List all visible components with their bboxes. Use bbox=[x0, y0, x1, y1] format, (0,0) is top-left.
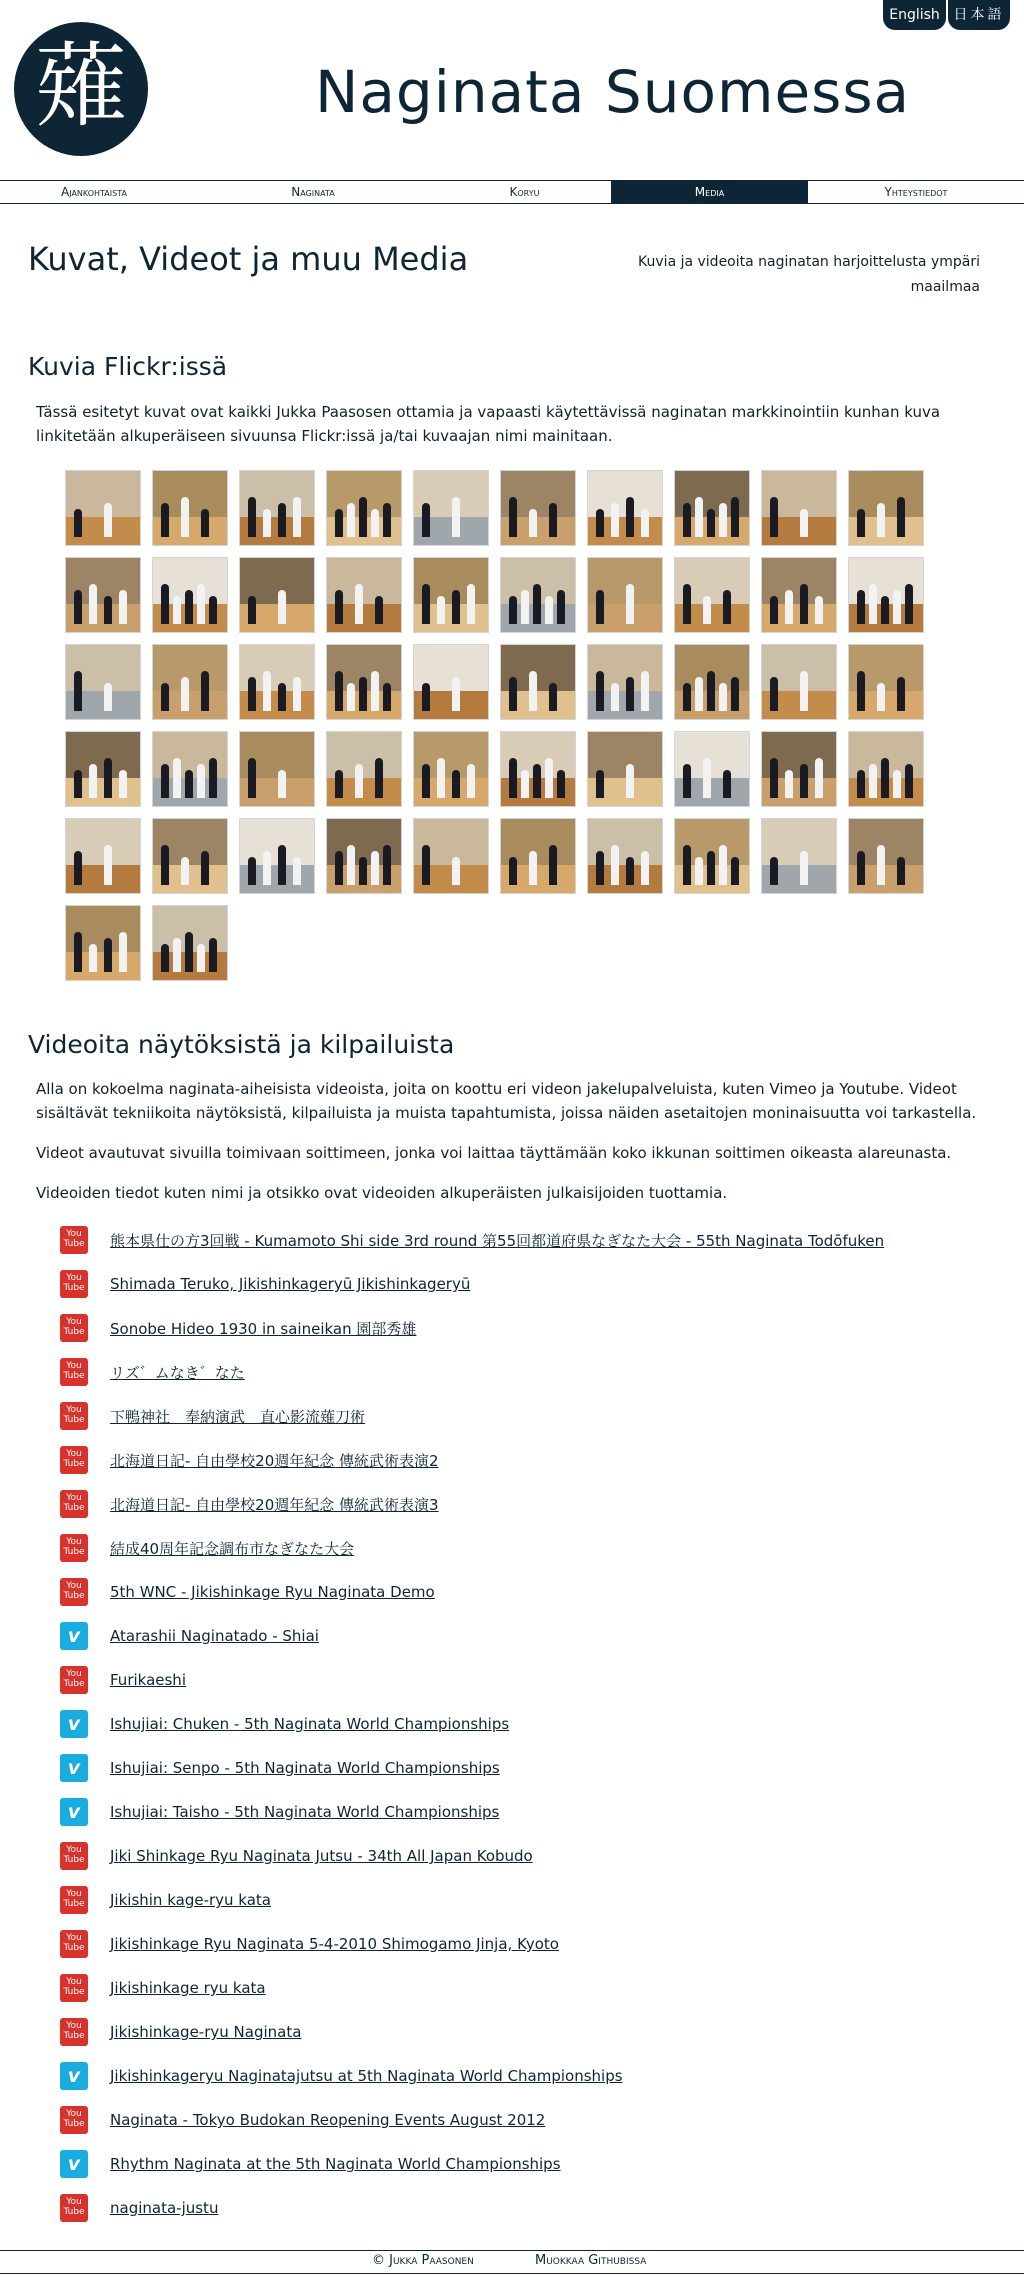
video-link[interactable]: 下鴨神社 奉納演武 直心影流薙刀術 bbox=[110, 1407, 366, 1426]
video-link[interactable]: Jikishinkage-ryu Naginata bbox=[110, 2023, 302, 2041]
video-source-glyph: You Tube bbox=[63, 1845, 85, 1865]
flickr-photo-thumb[interactable] bbox=[848, 470, 924, 546]
footer-edit-link[interactable]: Muokkaa Githubissa bbox=[535, 2253, 647, 2268]
video-link[interactable]: 結成40周年記念調布市なぎなた大会 bbox=[110, 1539, 355, 1558]
flickr-photo-thumb[interactable] bbox=[761, 818, 837, 894]
flickr-photo-thumb[interactable] bbox=[326, 557, 402, 633]
flickr-photo-thumb[interactable] bbox=[65, 818, 141, 894]
video-list-item[interactable] bbox=[60, 1841, 533, 1871]
youtube-icon bbox=[60, 2194, 88, 2222]
flickr-photo-thumb[interactable] bbox=[413, 470, 489, 546]
youtube-icon bbox=[60, 1358, 88, 1386]
flickr-photo-thumb[interactable] bbox=[500, 470, 576, 546]
flickr-photo-thumb[interactable] bbox=[848, 644, 924, 720]
flickr-photo-thumb[interactable] bbox=[152, 557, 228, 633]
video-list-item[interactable] bbox=[60, 1489, 439, 1519]
youtube-icon bbox=[60, 1534, 88, 1562]
video-list-item[interactable] bbox=[60, 2149, 561, 2179]
video-source-glyph: v bbox=[67, 2153, 81, 2175]
youtube-icon bbox=[60, 2106, 88, 2134]
video-link[interactable]: 熊本県仕の方3回戦 - Kumamoto Shi side 3rd round 第55回都道府県なぎなた大会 - 55th Naginata Todōfuken bbox=[110, 1231, 885, 1250]
flickr-photo-thumb[interactable] bbox=[413, 731, 489, 807]
flickr-photo-thumb[interactable] bbox=[239, 731, 315, 807]
vimeo-icon bbox=[60, 1622, 88, 1650]
nav-item-yhteystiedot[interactable]: Yhteystiedot bbox=[884, 185, 948, 199]
flickr-photo-thumb[interactable] bbox=[674, 644, 750, 720]
video-source-glyph: You Tube bbox=[63, 2197, 85, 2217]
flickr-photo-thumb[interactable] bbox=[587, 470, 663, 546]
video-list-item[interactable] bbox=[60, 1621, 319, 1651]
flickr-photo-thumb[interactable] bbox=[413, 557, 489, 633]
youtube-icon bbox=[60, 1402, 88, 1430]
youtube-icon bbox=[60, 1578, 88, 1606]
flickr-photo-thumb[interactable] bbox=[326, 644, 402, 720]
videos-section-title: Videoita näytöksistä ja kilpailuista bbox=[28, 1030, 455, 1059]
flickr-photo-thumb[interactable] bbox=[587, 557, 663, 633]
video-source-glyph: You Tube bbox=[63, 1977, 85, 1997]
flickr-photo-thumb[interactable] bbox=[674, 557, 750, 633]
video-source-glyph: v bbox=[67, 2065, 81, 2087]
video-source-glyph: You Tube bbox=[63, 1889, 85, 1909]
video-link[interactable]: Rhythm Naginata at the 5th Naginata World Championships bbox=[110, 2155, 561, 2173]
video-link[interactable]: Jikishinkage Ryu Naginata 5-4-2010 Shimogamo Jinja, Kyoto bbox=[110, 1935, 559, 1953]
youtube-icon bbox=[60, 1314, 88, 1342]
flickr-photo-thumb[interactable] bbox=[65, 905, 141, 981]
video-source-glyph: You Tube bbox=[63, 1273, 85, 1293]
flickr-description: Tässä esitetyt kuvat ovat kaikki Jukka Paasosen ottamia ja vapaasti käytettävissä naginatan markkinointiin kunhan kuva linkitetään alkuperäiseen sivuunsa Flickr:issä ja/tai kuvaajan nimi mainitaan. bbox=[36, 403, 941, 445]
youtube-icon bbox=[60, 1490, 88, 1518]
flickr-photo-thumb[interactable] bbox=[152, 818, 228, 894]
language-japanese-tab[interactable]: 日本語 bbox=[948, 0, 1010, 30]
flickr-photo-thumb[interactable] bbox=[152, 905, 228, 981]
site-title: Naginata Suomessa bbox=[315, 58, 911, 126]
flickr-photo-thumb[interactable] bbox=[152, 731, 228, 807]
flickr-photo-thumb[interactable] bbox=[326, 818, 402, 894]
footer bbox=[0, 2250, 1024, 2274]
video-link[interactable]: Jiki Shinkage Ryu Naginata Jutsu - 34th All Japan Kobudo bbox=[110, 1847, 533, 1865]
youtube-icon bbox=[60, 1666, 88, 1694]
video-link[interactable]: Ishujiai: Chuken - 5th Naginata World Championships bbox=[110, 1715, 510, 1733]
video-list-item[interactable] bbox=[60, 2105, 545, 2135]
youtube-icon bbox=[60, 1886, 88, 1914]
video-link[interactable]: Ishujiai: Senpo - 5th Naginata World Championships bbox=[110, 1759, 500, 1777]
footer-copyright[interactable]: © Jukka Paasonen bbox=[372, 2253, 474, 2268]
flickr-photo-thumb[interactable] bbox=[239, 818, 315, 894]
video-link[interactable]: Jikishin kage-ryu kata bbox=[110, 1891, 271, 1909]
flickr-photo-thumb[interactable] bbox=[413, 818, 489, 894]
flickr-photo-thumb[interactable] bbox=[239, 644, 315, 720]
youtube-icon bbox=[60, 1974, 88, 2002]
video-source-glyph: You Tube bbox=[63, 2109, 85, 2129]
flickr-photo-thumb[interactable] bbox=[848, 557, 924, 633]
vimeo-icon bbox=[60, 1754, 88, 1782]
flickr-photo-thumb[interactable] bbox=[239, 557, 315, 633]
video-list-item[interactable] bbox=[60, 1225, 884, 1255]
video-source-glyph: You Tube bbox=[63, 1669, 85, 1689]
video-source-glyph: You Tube bbox=[63, 1537, 85, 1557]
youtube-icon bbox=[60, 1930, 88, 1958]
video-source-glyph: You Tube bbox=[63, 1229, 85, 1249]
videos-player-paragraph: Videot avautuvat sivuilla toimivaan soittimeen, jonka voi laittaa täyttämään koko ikkunan soittimen oikeasta alareunasta. bbox=[36, 1144, 952, 1162]
flickr-photo-thumb[interactable] bbox=[674, 470, 750, 546]
video-source-glyph: You Tube bbox=[63, 1405, 85, 1425]
flickr-photo-thumb[interactable] bbox=[239, 470, 315, 546]
flickr-photo-thumb[interactable] bbox=[848, 818, 924, 894]
video-source-glyph: You Tube bbox=[63, 2021, 85, 2041]
nav-item-koryu[interactable]: Koryu bbox=[509, 185, 540, 199]
video-link[interactable]: Shimada Teruko, Jikishinkageryū Jikishinkageryū bbox=[110, 1275, 471, 1293]
video-source-glyph: You Tube bbox=[63, 1581, 85, 1601]
video-list-item[interactable] bbox=[60, 1797, 499, 1827]
videos-intro-paragraph: Alla on kokoelma naginata-aiheisista videoista, joita on koottu eri videon jakelupalveluista, kuten Vimeo ja Youtube. Videot sisältävät tekniikoita näytöksistä, kilpailuista ja muista tapahtumista, joissa näiden asetaitojen moninaisuutta voi tarkastella. bbox=[36, 1080, 977, 1122]
flickr-photo-thumb[interactable] bbox=[500, 818, 576, 894]
video-link[interactable]: Jikishinkage ryu kata bbox=[110, 1979, 266, 1997]
video-link[interactable]: Atarashii Naginatado - Shiai bbox=[110, 1627, 319, 1645]
video-link[interactable]: 北海道日記- 自由學校20週年紀念 傳統武術表演3 bbox=[110, 1495, 439, 1514]
page-title: Kuvat, Videot ja muu Media bbox=[28, 240, 469, 278]
video-list-item[interactable] bbox=[60, 1753, 500, 1783]
video-list-item[interactable] bbox=[60, 1885, 271, 1915]
youtube-icon bbox=[60, 1446, 88, 1474]
flickr-photo-thumb[interactable] bbox=[674, 818, 750, 894]
nav-item-media[interactable]: Media bbox=[611, 181, 808, 203]
video-link[interactable]: 5th WNC - Jikishinkage Ryu Naginata Demo bbox=[110, 1583, 435, 1601]
video-source-glyph: v bbox=[67, 1801, 81, 1823]
video-link[interactable]: Jikishinkageryu Naginatajutsu at 5th Naginata World Championships bbox=[110, 2067, 623, 2085]
video-list-item[interactable] bbox=[60, 2193, 218, 2223]
flickr-photo-thumb[interactable] bbox=[65, 731, 141, 807]
video-list-item[interactable] bbox=[60, 1269, 470, 1299]
video-source-glyph: v bbox=[67, 1713, 81, 1735]
video-source-glyph: You Tube bbox=[63, 1361, 85, 1381]
flickr-photo-thumb[interactable] bbox=[761, 731, 837, 807]
video-list-item[interactable] bbox=[60, 2017, 301, 2047]
vimeo-icon bbox=[60, 2062, 88, 2090]
video-link[interactable]: 北海道日記- 自由學校20週年紀念 傳統武術表演2 bbox=[110, 1451, 439, 1470]
video-list-item[interactable] bbox=[60, 1709, 509, 1739]
video-source-glyph: v bbox=[67, 1757, 81, 1779]
youtube-icon bbox=[60, 1226, 88, 1254]
flickr-section-title: Kuvia Flickr:issä bbox=[28, 352, 228, 381]
video-source-glyph: v bbox=[67, 1625, 81, 1647]
flickr-photo-thumb[interactable] bbox=[152, 470, 228, 546]
language-english-tab[interactable]: English bbox=[883, 0, 946, 30]
page-intro: Kuvia ja videoita naginatan harjoittelusta ympäri maailmaa bbox=[638, 254, 980, 295]
video-list-item[interactable] bbox=[60, 1533, 354, 1563]
flickr-photo-thumb[interactable] bbox=[674, 731, 750, 807]
vimeo-icon bbox=[60, 1798, 88, 1826]
video-list-item[interactable] bbox=[60, 1665, 186, 1695]
video-link[interactable]: Naginata - Tokyo Budokan Reopening Events August 2012 bbox=[110, 2111, 546, 2129]
video-list-item[interactable] bbox=[60, 1445, 439, 1475]
video-list-item[interactable] bbox=[60, 1401, 365, 1431]
video-source-glyph: You Tube bbox=[63, 1317, 85, 1337]
site-logo[interactable]: 薙 bbox=[14, 22, 148, 156]
vimeo-icon bbox=[60, 1710, 88, 1738]
video-source-glyph: You Tube bbox=[63, 1449, 85, 1469]
flickr-photo-thumb[interactable] bbox=[65, 644, 141, 720]
video-list-item[interactable] bbox=[60, 1313, 416, 1343]
flickr-photo-thumb[interactable] bbox=[587, 644, 663, 720]
youtube-icon bbox=[60, 1842, 88, 1870]
flickr-photo-thumb[interactable] bbox=[500, 644, 576, 720]
flickr-photo-thumb[interactable] bbox=[65, 557, 141, 633]
video-list-item[interactable] bbox=[60, 1929, 559, 1959]
video-link[interactable]: naginata-justu bbox=[110, 2199, 219, 2217]
flickr-photo-thumb[interactable] bbox=[848, 731, 924, 807]
video-list-item[interactable] bbox=[60, 1973, 266, 2003]
flickr-photo-thumb[interactable] bbox=[326, 731, 402, 807]
vimeo-icon bbox=[60, 2150, 88, 2178]
nav-item-naginata[interactable]: Naginata bbox=[291, 185, 335, 199]
flickr-photo-thumb[interactable] bbox=[587, 731, 663, 807]
flickr-photo-thumb[interactable] bbox=[413, 644, 489, 720]
video-source-glyph: You Tube bbox=[63, 1933, 85, 1953]
video-link[interactable]: Sonobe Hideo 1930 in saineikan 園部秀雄 bbox=[110, 1319, 417, 1338]
flickr-photo-thumb[interactable] bbox=[761, 470, 837, 546]
flickr-photo-thumb[interactable] bbox=[587, 818, 663, 894]
flickr-photo-thumb[interactable] bbox=[500, 731, 576, 807]
video-list-item[interactable] bbox=[60, 1357, 245, 1387]
flickr-photo-thumb[interactable] bbox=[761, 644, 837, 720]
video-list-item[interactable] bbox=[60, 2061, 623, 2091]
flickr-photo-thumb[interactable] bbox=[65, 470, 141, 546]
flickr-photo-thumb[interactable] bbox=[500, 557, 576, 633]
nav-item-ajankohtaista[interactable]: Ajankohtaista bbox=[61, 185, 127, 199]
youtube-icon bbox=[60, 1270, 88, 1298]
video-list-item[interactable] bbox=[60, 1577, 435, 1607]
youtube-icon bbox=[60, 2018, 88, 2046]
video-link[interactable]: Ishujiai: Taisho - 5th Naginata World Championships bbox=[110, 1803, 500, 1821]
video-link[interactable]: Furikaeshi bbox=[110, 1671, 186, 1689]
main-nav bbox=[0, 180, 1024, 204]
video-source-glyph: You Tube bbox=[63, 1493, 85, 1513]
video-link[interactable]: リズ゛ムなき゛なた bbox=[110, 1363, 245, 1382]
flickr-photo-thumb[interactable] bbox=[326, 470, 402, 546]
flickr-photo-thumb[interactable] bbox=[761, 557, 837, 633]
videos-credits-paragraph: Videoiden tiedot kuten nimi ja otsikko ovat videoiden alkuperäisten julkaisijoiden tuottamia. bbox=[36, 1184, 728, 1202]
flickr-photo-thumb[interactable] bbox=[152, 644, 228, 720]
